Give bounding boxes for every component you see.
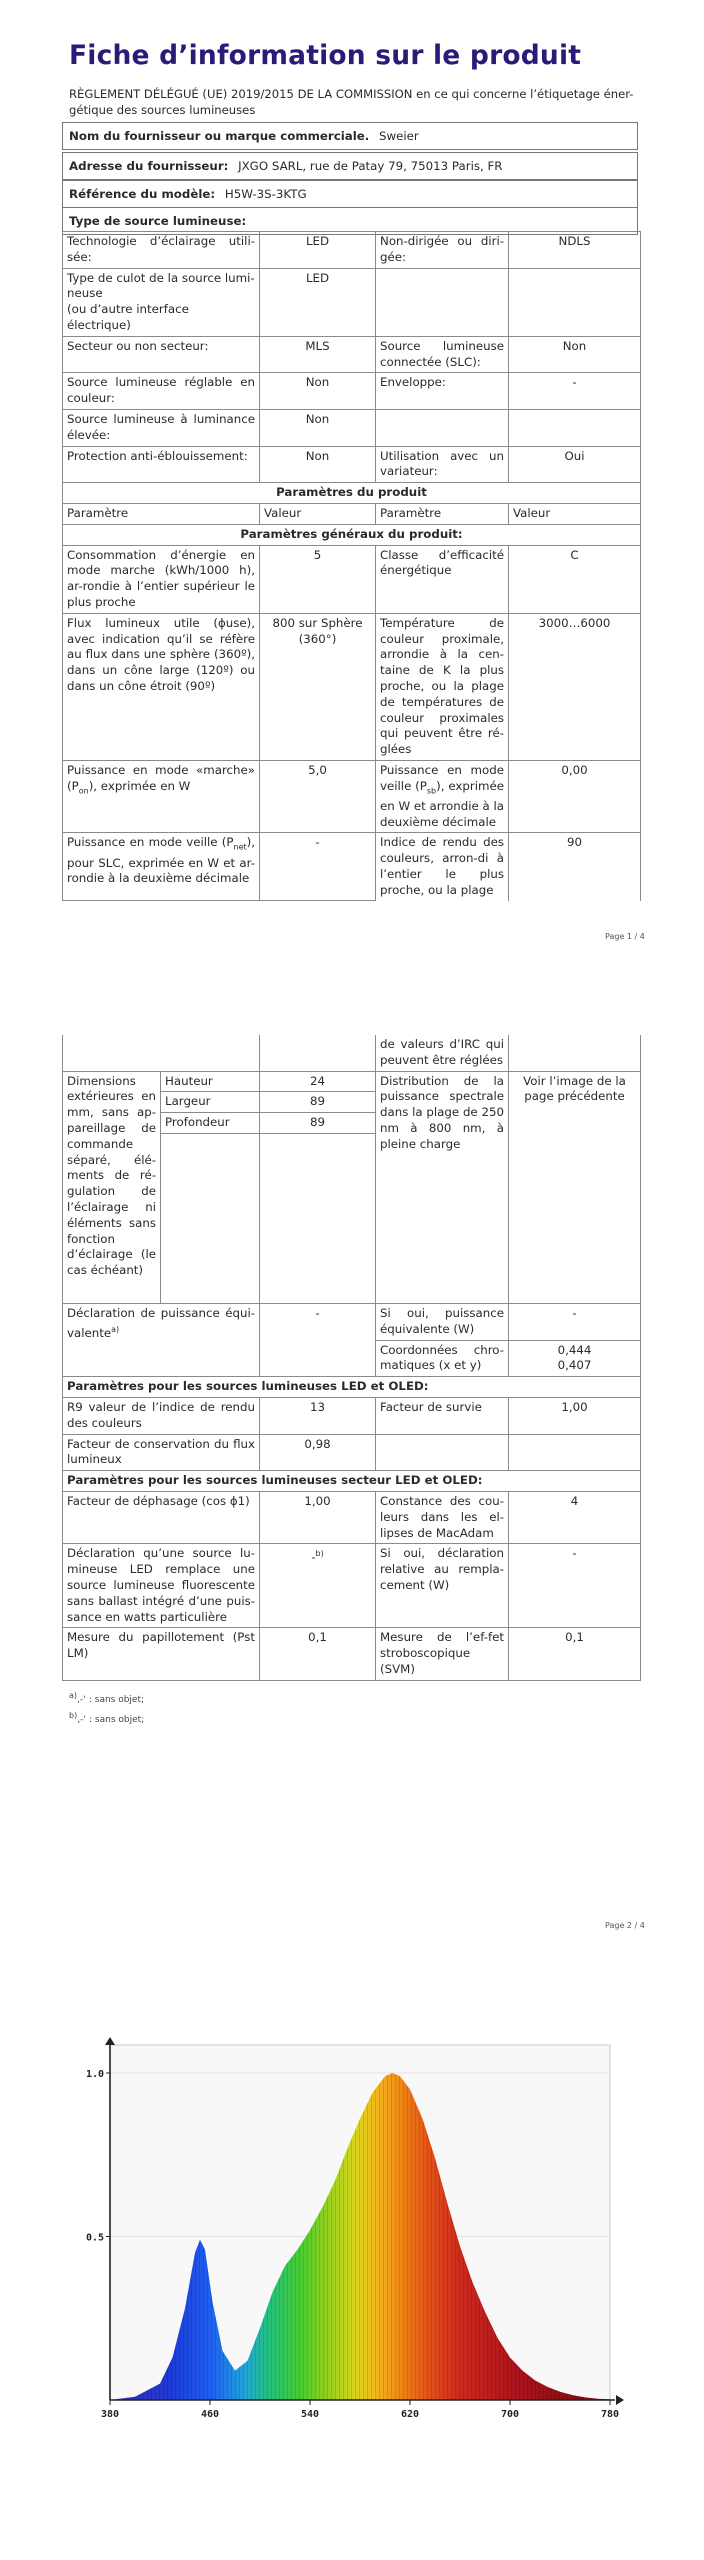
type-row-mains (63, 336, 641, 373)
column-header: Valeur (509, 503, 641, 524)
param-value: Non (260, 409, 376, 446)
param-value: - (260, 1303, 376, 1376)
page-1 (0, 0, 704, 950)
chroma-y: 0,407 (557, 1358, 592, 1373)
param-label (376, 1434, 509, 1471)
dimension-value: 24 (260, 1071, 376, 1092)
param-label: Source lumineuse à luminance élevée: (63, 409, 260, 446)
param-label: Si oui, puissance équivalente (W) (376, 1303, 509, 1340)
chroma-x: 0,444 (557, 1342, 592, 1357)
x-tick-label: 780 (600, 2409, 620, 2420)
led-row-r9 (63, 1397, 641, 1434)
supplier-name-label: Nom du fournisseur ou marque commerciale. (69, 129, 370, 143)
label-text: ), exprimée en W et arrondie à la deuxième décimale (380, 778, 504, 829)
param-value: 0,98 (260, 1434, 376, 1471)
param-label: Constance des cou-leurs dans les el-lipses de MacAdam (376, 1491, 509, 1543)
model-reference-row (62, 180, 638, 208)
param-label: de valeurs d’IRC qui peuvent être réglées (376, 1035, 509, 1071)
param-value: 90 (509, 833, 641, 901)
page-number: Page 2 / 4 (605, 1921, 645, 1930)
param-value: 4 (509, 1491, 641, 1543)
type-row-glare (63, 446, 641, 483)
param-value (260, 1544, 376, 1628)
y-tick-label: 0.5 (85, 2232, 104, 2244)
param-label: Non-dirigée ou diri-gée: (376, 232, 509, 269)
param-label: R9 valeur de l’indice de rendu des couleurs (63, 1397, 260, 1434)
param-value: 0,1 (509, 1628, 641, 1680)
param-value (509, 409, 641, 446)
x-tick-label: 620 (400, 2409, 420, 2420)
param-value: Non (260, 446, 376, 483)
dimension-value: 89 (260, 1113, 376, 1134)
label-subscript: sb (426, 786, 437, 796)
param-label (63, 760, 260, 833)
led-header-row (63, 1377, 641, 1398)
param-row-power (63, 760, 641, 833)
spectral-value: Voir l’image de la page précédente (509, 1071, 641, 1303)
param-label: Indice de rendu des couleurs, arron-di à l’entier le plus proche, ou la plage (376, 833, 509, 901)
param-value: 0,1 (260, 1628, 376, 1680)
label-text: Puissance en mode «marche» (P (67, 762, 255, 793)
column-header: Valeur (260, 503, 376, 524)
x-tick-label: 700 (500, 2409, 520, 2420)
param-label: Enveloppe: (376, 373, 509, 410)
param-value (509, 1340, 641, 1377)
label-subscript: on (78, 786, 89, 796)
param-value: Oui (509, 446, 641, 483)
led-row-flux-maintenance (63, 1434, 641, 1471)
param-label: Consommation d’énergie en mode marche (kWh/1000 h), ar-rondie à l’entier supérieur le plus proche (63, 545, 260, 613)
type-row-base (63, 268, 641, 336)
param-row-energy (63, 545, 641, 613)
column-header: Paramètre (63, 503, 260, 524)
param-value: 13 (260, 1397, 376, 1434)
param-label: Déclaration qu’une source lu-mineuse LED remplace une source lumineuse fluorescente sans ballast intégré d’une puis-sance en watts particulière (63, 1544, 260, 1628)
param-value: 5 (260, 545, 376, 613)
regulation-text: RÈGLEMENT DÉLÉGUÉ (UE) 2019/2015 DE LA COMMISSION en ce qui concerne l’étiquetage éner-gétique des sources lumineuses (69, 87, 634, 117)
cri-continued-row (63, 1035, 641, 1071)
param-value: C (509, 545, 641, 613)
dimension-value: 89 (260, 1092, 376, 1113)
x-tick-label: 540 (300, 2409, 320, 2420)
param-value: - (260, 833, 376, 901)
dimension-name: Hauteur (161, 1071, 260, 1092)
param-label: Facteur de déphasage (cos ϕ1) (63, 1491, 260, 1543)
param-value: 3000…6000 (509, 613, 641, 760)
empty-cell (509, 1035, 641, 1071)
param-value: Non (260, 373, 376, 410)
param-label: Mesure de l’ef-fet stroboscopique (SVM) (376, 1628, 509, 1680)
param-label (63, 268, 260, 336)
dimension-name: Largeur (161, 1092, 260, 1113)
label-text: ), pour SLC, exprimée en W et ar-rondie à la deuxième décimale (67, 835, 255, 886)
page-title: Fiche d’information sur le produit (69, 40, 582, 71)
label-text: ), exprimée en W (88, 778, 191, 793)
footnote-mark: a) (69, 1691, 78, 1700)
param-value: LED (260, 268, 376, 336)
footnote-text: ‚-‘ : sans objet; (77, 1695, 145, 1705)
label-text: Puissance en mode veille (P (67, 835, 234, 850)
product-parameters-table-continued (62, 1035, 641, 1681)
param-value: NDLS (509, 232, 641, 269)
param-label (63, 833, 260, 901)
param-label: Utilisation avec un variateur: (376, 446, 509, 483)
param-value: LED (260, 232, 376, 269)
general-header-row (63, 524, 641, 545)
param-label: Coordonnées chro-matiques (x et y) (376, 1340, 509, 1377)
x-tick-label: 380 (100, 2409, 120, 2420)
supplier-address-value: JXGO SARL, rue de Patay 79, 75013 Paris, FR (238, 159, 503, 173)
param-row-flux (63, 613, 641, 760)
footnote-mark: b) (69, 1711, 78, 1720)
footnote-ref: b) (315, 1549, 324, 1559)
param-label: Mesure du papillotement (Pst LM) (63, 1628, 260, 1680)
param-label-line: (ou d’autre interface électrique) (67, 302, 189, 332)
supplier-name-row (62, 122, 638, 150)
param-label: Facteur de conservation du flux lumineux (63, 1434, 260, 1471)
param-label: Température de couleur proximale, arrondie à la cen-taine de K la plus proche, ou la plage de températures de couleur proximales qui peuvent être ré-glées (376, 613, 509, 760)
label-text: Déclaration de puissance équi-valente (67, 1305, 255, 1340)
param-label (376, 409, 509, 446)
y-tick-label: 1.0 (85, 2069, 104, 2080)
param-label: Classe d’efficacité énergétique (376, 545, 509, 613)
param-value: 5,0 (260, 760, 376, 833)
equivalent-power-row (63, 1303, 641, 1340)
param-value: 1,00 (260, 1491, 376, 1543)
spectral-label: Distribution de la puissance spectrale dans la plage de 250 nm à 800 nm, à pleine charge (376, 1071, 509, 1303)
param-value (509, 1434, 641, 1471)
type-row-tunable (63, 373, 641, 410)
mains-row-phase (63, 1491, 641, 1543)
footnote-a (69, 1691, 144, 1705)
param-value: MLS (260, 336, 376, 373)
supplier-name-value: Sweier (379, 129, 419, 143)
label-text: Puissance en mode veille (P (380, 762, 504, 793)
param-label (376, 760, 509, 833)
empty-cell (63, 1035, 260, 1071)
param-label-line: Type de culot de la source lumi-neuse (67, 270, 255, 301)
dimensions-label: Dimensions extérieures en mm, sans ap-pareillage de commande séparé, élé-ments de ré-gulation de l’éclairage ni éléments sans fonction d’éclairage (le cas échéant) (63, 1071, 161, 1303)
param-value: - (509, 1544, 641, 1628)
section-header-row (63, 483, 641, 504)
param-label: Flux lumineux utile (ϕuse), avec indication qu’il se réfère au flux dans une sphère (360º), dans un cône large (120º) ou dans un cône étroit (90º) (63, 613, 260, 760)
param-label (63, 1303, 260, 1376)
param-label: Source lumineuse réglable en couleur: (63, 373, 260, 410)
type-row-high-luminance (63, 409, 641, 446)
param-value: 1,00 (509, 1397, 641, 1434)
param-value: 0,00 (509, 760, 641, 833)
mains-header-row (63, 1471, 641, 1492)
label-subscript: net (233, 842, 247, 852)
section-title: Paramètres pour les sources lumineuses secteur LED et OLED: (63, 1471, 641, 1492)
section-title: Paramètres du produit (63, 483, 641, 504)
source-type-label: Type de source lumineuse: (69, 214, 247, 228)
model-reference-value: H5W-3S-3KTG (224, 187, 307, 201)
param-label: Protection anti-éblouissement: (63, 446, 260, 483)
param-value (509, 268, 641, 336)
x-tick-label: 460 (200, 2409, 220, 2420)
param-label: Facteur de survie (376, 1397, 509, 1434)
page-2 (0, 1035, 704, 2455)
param-label (376, 268, 509, 336)
value-text: - (311, 1550, 316, 1565)
param-label: Si oui, déclaration relative au rempla-cement (W) (376, 1544, 509, 1628)
footnote-ref: a) (111, 1324, 120, 1334)
param-value: - (509, 373, 641, 410)
spectral-distribution-chart (60, 2025, 640, 2445)
supplier-address-label: Adresse du fournisseur: (69, 159, 229, 173)
model-reference-label: Référence du modèle: (69, 187, 216, 201)
footnote-b (69, 1711, 144, 1725)
mains-row-flicker (63, 1628, 641, 1680)
param-value: 800 sur Sphère (360°) (260, 613, 376, 760)
dimension-name: Profondeur (161, 1113, 260, 1134)
mains-row-replacement (63, 1544, 641, 1628)
param-label: Secteur ou non secteur: (63, 336, 260, 373)
param-value: Non (509, 336, 641, 373)
section-title: Paramètres pour les sources lumineuses LED et OLED: (63, 1377, 641, 1398)
section-title: Paramètres généraux du produit: (63, 524, 641, 545)
param-value: - (509, 1303, 641, 1340)
page-number: Page 1 / 4 (605, 932, 645, 941)
product-parameters-table (62, 231, 641, 901)
column-header-row (63, 503, 641, 524)
empty-cell (260, 1035, 376, 1071)
column-header: Paramètre (376, 503, 509, 524)
param-row-standby (63, 833, 641, 901)
supplier-address-row (62, 152, 638, 180)
empty-cell (161, 1133, 260, 1303)
param-label: Technologie d’éclairage utili-sée: (63, 232, 260, 269)
dims-row-height (63, 1071, 641, 1092)
footnote-text: ‚-‘ : sans objet; (77, 1715, 145, 1725)
param-label: Source lumineuse connectée (SLC): (376, 336, 509, 373)
type-row-technology (63, 232, 641, 269)
empty-cell (260, 1133, 376, 1303)
